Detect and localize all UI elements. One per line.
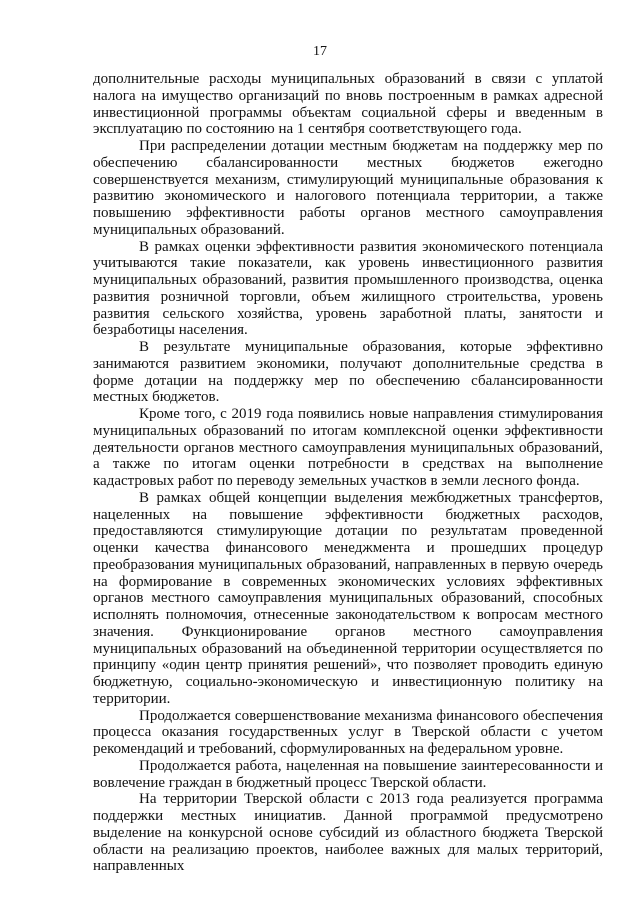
paragraph: На территории Тверской области с 2013 года реализуется программа поддержки местных инициатив. Данной программой предусмотрено выделение на конкурсной основе субсидий из областного бюджета Тверской области на реализацию проектов, наиболее важных для малых территорий, направленных: [93, 791, 603, 875]
paragraph: Продолжается работа, нацеленная на повышение заинтересованности и вовлечение граждан в бюджетный процесс Тверской области.: [93, 757, 603, 791]
paragraph: При распределении дотации местным бюджетам на поддержку мер по обеспечению сбалансированности местных бюджетов ежегодно совершенствуется механизм, стимулирующий муниципальные образования к развитию экономического и налогового потенциала территории, а также повышению эффективности работы органов местного самоуправления муниципальных образований.: [93, 138, 603, 238]
document-body: [93, 71, 603, 875]
paragraph: Продолжается совершенствование механизма финансового обеспечения процесса оказания государственных услуг в Тверской области с учетом рекомендаций и требований, сформулированных на федеральном уровне.: [93, 707, 603, 757]
paragraph: Кроме того, с 2019 года появились новые направления стимулирования муниципальных образований по итогам комплексной оценки эффективности деятельности органов местного самоуправления муниципальных образований, а также по итогам оценки потребности в средствах на выполнение кадастровых работ по переводу земельных участков в земли лесного фонда.: [93, 406, 603, 489]
paragraph: В рамках общей концепции выделения межбюджетных трансфертов, нацеленных на повышение эффективности бюджетных расходов, предоставляются стимулирующие дотации по результатам проведенной оценки качества финансового менеджмента и прошедших процедур преобразования муниципальных образований, направленных в первую очередь на формирование в современных экономических условиях эффективных органов местного самоуправления муниципальных образований, способных исполнять полномочия, отнесенные законодательством к вопросам местного значения. Функционирование органов местного самоуправления муниципальных образований на объединенной территории осуществляется по принципу «один центр принятия решений», что позволяет проводить единую бюджетную, социально-экономическую и инвестиционную политику на территории.: [93, 489, 603, 707]
paragraph: В рамках оценки эффективности развития экономического потенциала учитываются такие показатели, как уровень инвестиционного развития муниципальных образований, развития промышленного производства, оценка развития розничной торговли, объем жилищного строительства, уровень развития сельского хозяйства, уровень заработной платы, занятости и безработицы населения.: [93, 238, 603, 339]
paragraph: дополнительные расходы муниципальных образований в связи с уплатой налога на имущество организаций по вновь построенным в рамках адресной инвестиционной программы объектам социальной сферы и введенным в эксплуатацию по состоянию на 1 сентября соответствующего года.: [93, 71, 603, 138]
page-number: 17: [313, 44, 327, 59]
paragraph: В результате муниципальные образования, которые эффективно занимаются развитием экономики, получают дополнительные средства в форме дотации на поддержку мер по обеспечению сбалансированности местных бюджетов.: [93, 339, 603, 406]
